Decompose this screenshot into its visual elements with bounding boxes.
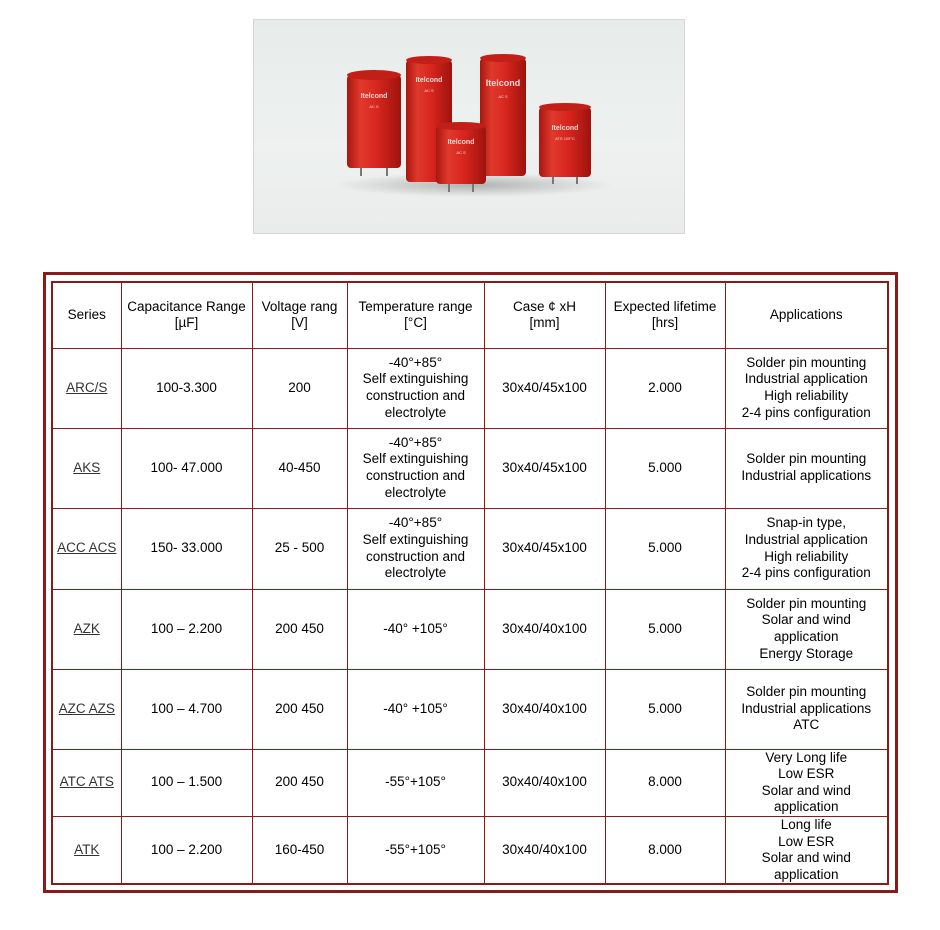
svg-text:Itelcond: Itelcond [551, 125, 579, 132]
applications-cell [725, 428, 888, 508]
table-row [52, 428, 888, 508]
capacitance-cell [121, 589, 252, 669]
capacitance-cell-text: 100 – 2.200 [150, 620, 223, 636]
applications-cell-text: Industrial application [744, 371, 868, 387]
applications-cell-text: Solar and wind application [761, 850, 851, 882]
capacitance-cell-text: 150- 33.000 [150, 540, 223, 556]
temperature-cell [347, 816, 484, 884]
temperature-cell [347, 669, 484, 749]
applications-cell-text: Industrial applications [741, 700, 872, 716]
case-cell [484, 589, 605, 669]
svg-text:Itelcond: Itelcond [415, 77, 443, 84]
table-row [52, 348, 888, 428]
temperature-cell-text: electrolyte [384, 565, 447, 581]
lifetime-cell-text: 5.000 [648, 700, 682, 716]
applications-cell-text: High reliability [764, 388, 849, 403]
temperature-cell-text: -55°+105° [385, 841, 446, 857]
applications-cell-text: Industrial applications [741, 468, 872, 483]
voltage-cell [252, 589, 347, 669]
lifetime-cell-text: 8.000 [648, 774, 682, 790]
capacitance-cell-text: 100-3.300 [156, 379, 217, 395]
temperature-cell-text: Self extinguishing [362, 451, 469, 467]
voltage-cell [252, 669, 347, 749]
lifetime-cell [605, 749, 725, 816]
series-link[interactable]: ATC ATS [59, 774, 114, 790]
case-cell [484, 749, 605, 816]
case-cell-text: 30x40/40x100 [502, 620, 587, 636]
lifetime-cell [605, 428, 725, 508]
series-cell [52, 669, 121, 749]
case-cell [484, 348, 605, 428]
capacitor-5 [539, 103, 591, 184]
lifetime-cell-text: 5.000 [648, 540, 682, 556]
applications-cell-text: Industrial application [744, 531, 868, 547]
applications-cell [725, 816, 888, 884]
series-link[interactable]: AKS [73, 459, 101, 475]
series-table [51, 281, 889, 885]
case-cell [484, 816, 605, 884]
table-row [52, 589, 888, 669]
applications-cell-text: Low ESR [778, 833, 835, 849]
lifetime-cell-text: 8.000 [648, 841, 682, 857]
temperature-cell-text: -55°+105° [385, 774, 446, 790]
lifetime-cell-text: 5.000 [648, 620, 682, 636]
capacitor-4 [436, 122, 486, 192]
temperature-cell-text: Self extinguishing [362, 371, 469, 387]
applications-cell [725, 669, 888, 749]
series-cell [52, 348, 121, 428]
header-case: Case ¢ xH [mm] [484, 282, 605, 348]
series-link[interactable]: AZC AZS [58, 700, 115, 716]
svg-text:AC S: AC S [369, 104, 379, 109]
temperature-cell-text: -40° +105° [383, 620, 448, 636]
applications-cell-text: Very Long life [765, 749, 848, 765]
voltage-cell-text: 40-450 [278, 459, 321, 475]
capacitor-3 [480, 54, 526, 176]
temperature-cell-text: construction and [365, 388, 466, 403]
voltage-cell [252, 749, 347, 816]
applications-cell-text: Solar and wind application [761, 612, 851, 644]
voltage-cell [252, 428, 347, 508]
applications-cell-text: Solder pin mounting [746, 684, 867, 700]
applications-cell-text: Low ESR [778, 766, 835, 782]
voltage-cell [252, 816, 347, 884]
lifetime-cell [605, 669, 725, 749]
voltage-cell-text: 200 450 [275, 774, 324, 790]
temperature-cell-text: -40°+85° [388, 434, 443, 450]
case-cell-text: 30x40/40x100 [502, 700, 587, 716]
header-applications: Applications [725, 282, 888, 348]
series-cell [52, 816, 121, 884]
table-row [52, 816, 888, 884]
svg-text:ATS 105°C: ATS 105°C [555, 136, 575, 141]
applications-cell [725, 749, 888, 816]
voltage-cell [252, 348, 347, 428]
series-cell [52, 589, 121, 669]
header-voltage: Voltage rang [V] [252, 282, 347, 348]
applications-cell-text: 2-4 pins configuration [741, 565, 871, 581]
applications-cell-text: Solder pin mounting [746, 354, 867, 370]
applications-cell [725, 589, 888, 669]
temperature-cell [347, 348, 484, 428]
temperature-cell-text: -40°+85° [388, 354, 443, 370]
series-cell [52, 508, 121, 589]
temperature-cell [347, 749, 484, 816]
temperature-cell [347, 589, 484, 669]
voltage-cell-text: 200 450 [275, 700, 324, 716]
applications-cell-text: Snap-in type, [766, 515, 847, 531]
series-link[interactable]: ACC ACS [57, 540, 117, 556]
capacitance-cell [121, 816, 252, 884]
svg-text:Itelcond: Itelcond [485, 78, 521, 88]
table-row [52, 508, 888, 589]
table-row [52, 749, 888, 816]
applications-cell-text: Solder pin mounting [746, 451, 867, 467]
applications-cell-text: Energy Storage [759, 645, 854, 661]
temperature-cell [347, 508, 484, 589]
temperature-cell-text: Self extinguishing [362, 531, 469, 547]
temperature-cell [347, 428, 484, 508]
capacitance-cell [121, 669, 252, 749]
capacitance-cell [121, 348, 252, 428]
capacitor-1 [347, 70, 401, 176]
capacitance-cell-text: 100 – 4.700 [150, 700, 223, 716]
series-cell [52, 749, 121, 816]
header-temperature: Temperature range [°C] [347, 282, 484, 348]
svg-text:AC S: AC S [424, 88, 434, 93]
temperature-cell-text: electrolyte [384, 484, 447, 500]
applications-cell-text: Solder pin mounting [746, 595, 867, 611]
svg-text:Itelcond: Itelcond [360, 93, 388, 100]
lifetime-cell [605, 348, 725, 428]
table-row [52, 669, 888, 749]
series-cell [52, 428, 121, 508]
case-cell-text: 30x40/40x100 [502, 841, 587, 857]
voltage-cell-text: 25 - 500 [274, 540, 325, 556]
voltage-cell-text: 200 [288, 379, 311, 395]
voltage-cell-text: 160-450 [274, 841, 325, 857]
table-header-row [52, 282, 888, 348]
temperature-cell-text: construction and [365, 468, 466, 483]
case-cell [484, 508, 605, 589]
series-link[interactable]: ARC/S [66, 379, 108, 395]
case-cell [484, 669, 605, 749]
case-cell-text: 30x40/45x100 [502, 540, 587, 556]
capacitance-cell-text: 100 – 1.500 [150, 774, 223, 790]
capacitance-cell [121, 508, 252, 589]
case-cell-text: 30x40/40x100 [502, 774, 587, 790]
temperature-cell-text: construction and [365, 548, 466, 564]
case-cell [484, 428, 605, 508]
header-capacitance: Capacitance Range [µF] [121, 282, 252, 348]
lifetime-cell [605, 589, 725, 669]
capacitance-cell-text: 100- 47.000 [150, 459, 223, 475]
voltage-cell [252, 508, 347, 589]
applications-cell-text: High reliability [764, 548, 849, 564]
header-series: Series [52, 282, 121, 348]
lifetime-cell-text: 5.000 [648, 459, 682, 475]
capacitance-cell [121, 749, 252, 816]
applications-cell [725, 508, 888, 589]
case-cell-text: 30x40/45x100 [502, 459, 587, 475]
applications-cell-text: Long life [780, 816, 832, 832]
capacitors-illustration [254, 20, 685, 234]
capacitance-cell [121, 428, 252, 508]
applications-cell-text: 2-4 pins configuration [741, 404, 871, 420]
case-cell-text: 30x40/45x100 [502, 379, 587, 395]
temperature-cell-text: -40° +105° [383, 700, 448, 716]
svg-text:AC S: AC S [456, 150, 466, 155]
svg-text:AC S: AC S [498, 94, 508, 99]
applications-cell-text: Solar and wind application [761, 782, 851, 815]
applications-cell [725, 348, 888, 428]
lifetime-cell [605, 816, 725, 884]
lifetime-cell-text: 2.000 [648, 379, 682, 395]
temperature-cell-text: -40°+85° [388, 515, 443, 531]
svg-text:Itelcond: Itelcond [447, 139, 475, 146]
voltage-cell-text: 200 450 [275, 620, 324, 636]
capacitance-cell-text: 100 – 2.200 [150, 841, 223, 857]
temperature-cell-text: electrolyte [384, 404, 447, 420]
applications-cell-text: ATC [793, 717, 820, 733]
header-lifetime: Expected lifetime [hrs] [605, 282, 725, 348]
series-link[interactable]: ATK [74, 841, 100, 857]
series-link[interactable]: AZK [73, 620, 100, 636]
lifetime-cell [605, 508, 725, 589]
product-image [253, 19, 685, 234]
